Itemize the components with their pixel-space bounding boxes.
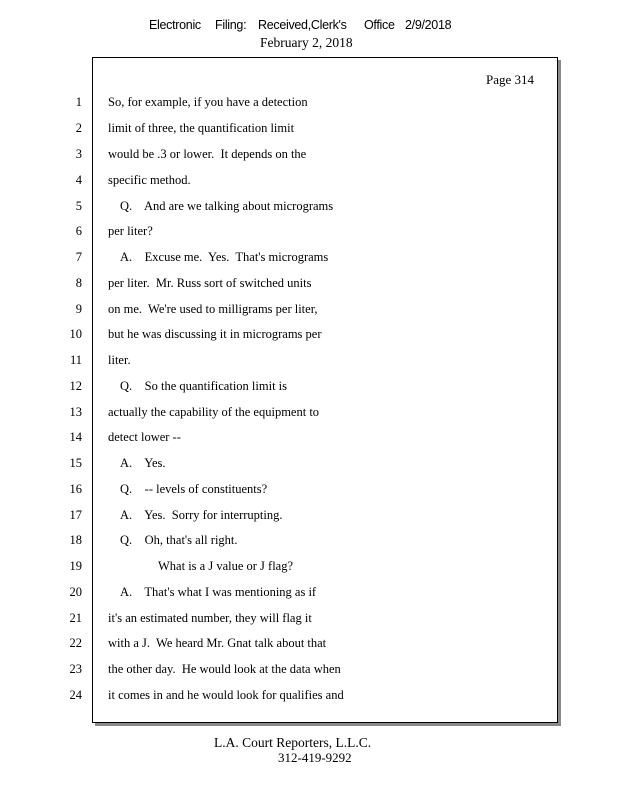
transcript-line: actually the capability of the equipment to [108, 405, 320, 419]
transcript-line: but he was discussing it in micrograms per [108, 327, 322, 341]
line-number: 2 [75, 121, 82, 135]
transcript-line: A. That's what I was mentioning as if [120, 585, 317, 599]
transcript-line: liter. [108, 353, 131, 367]
transcript-line: Q. -- levels of constituents? [120, 482, 268, 496]
line-number: 19 [69, 559, 82, 573]
transcript-line: on me. We're used to milligrams per liter, [108, 302, 318, 316]
line-number: 7 [75, 250, 82, 264]
line-number: 13 [69, 405, 82, 419]
line-number: 9 [75, 302, 82, 316]
footer-phone: 312-419-9292 [278, 750, 352, 765]
line-number: 20 [69, 585, 82, 599]
filing-word-electronic: Electronic [149, 18, 201, 32]
line-number: 12 [69, 379, 82, 393]
transcript-line: per liter? [108, 224, 153, 238]
transcript-line: Q. And are we talking about micrograms [120, 199, 334, 213]
line-number: 11 [69, 353, 82, 367]
transcript-line: detect lower -- [108, 430, 181, 444]
filing-stamp-header [0, 18, 618, 58]
line-number: 1 [75, 95, 82, 109]
transcript-line: A. Yes. [120, 456, 166, 470]
line-number: 3 [75, 147, 82, 161]
line-number: 6 [75, 224, 82, 238]
transcript-date: February 2, 2018 [260, 35, 353, 50]
footer-company: L.A. Court Reporters, L.L.C. [214, 735, 372, 750]
transcript-line: the other day. He would look at the data when [108, 662, 341, 676]
transcript-line: What is a J value or J flag? [158, 559, 294, 573]
line-number: 18 [69, 533, 82, 547]
line-number: 4 [75, 173, 82, 187]
transcript-line: with a J. We heard Mr. Gnat talk about that [108, 636, 327, 650]
transcript-line: per liter. Mr. Russ sort of switched units [108, 276, 312, 290]
line-number: 5 [75, 199, 82, 213]
line-number: 21 [69, 611, 82, 625]
transcript-line: A. Excuse me. Yes. That's micrograms [120, 250, 329, 264]
line-number: 17 [69, 508, 82, 522]
line-number: 14 [69, 430, 82, 444]
transcript-line: would be .3 or lower. It depends on the [108, 147, 307, 161]
filing-date: 2/9/2018 [405, 18, 452, 32]
line-number: 8 [75, 276, 82, 290]
line-number: 16 [69, 482, 82, 496]
line-number: 15 [69, 456, 82, 470]
transcript-line: So, for example, if you have a detection [108, 95, 308, 109]
transcript-line: A. Yes. Sorry for interrupting. [120, 508, 283, 522]
filing-word-office: Office [364, 18, 395, 32]
line-number: 24 [69, 688, 82, 702]
line-number: 10 [69, 327, 82, 341]
page-number: Page 314 [486, 72, 535, 87]
line-number: 22 [69, 636, 82, 650]
filing-word-received-clerks: Received,Clerk's [258, 18, 347, 32]
transcript-line: Q. So the quantification limit is [120, 379, 287, 393]
line-number: 23 [69, 662, 82, 676]
transcript-line: Q. Oh, that's all right. [120, 533, 238, 547]
transcript-line: specific method. [108, 173, 191, 187]
transcript-line: limit of three, the quantification limit [108, 121, 295, 135]
transcript-line: it comes in and he would look for qualifies and [108, 688, 344, 702]
filing-word-filing: Filing: [215, 18, 247, 32]
transcript-line: it's an estimated number, they will flag it [108, 611, 312, 625]
